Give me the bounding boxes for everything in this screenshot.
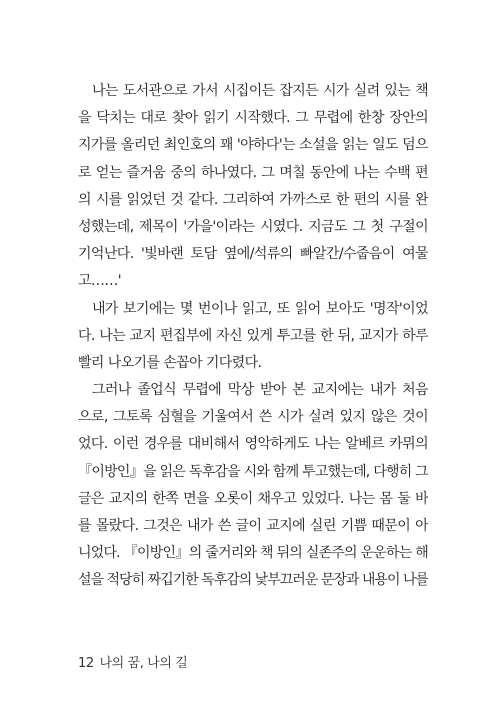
text-line: 다. 나는 교지 편집부에 자신 있게 투고를 한 뒤, 교지가 하루 bbox=[78, 327, 428, 344]
text-line: 그러나 졸업식 무렵에 막상 받아 본 교지에는 내가 처음 bbox=[92, 382, 428, 399]
text-line: 의 시를 읽었던 것 같다. 그리하여 가까스로 한 편의 시를 완 bbox=[78, 191, 428, 208]
text-line: 지가를 올리던 최인호의 꽤 '야하다'는 소설을 읽는 일도 덤으 bbox=[78, 137, 428, 154]
text-line: 내가 보기에는 몇 번이나 읽고, 또 읽어 보아도 '명작'이었 bbox=[92, 300, 428, 317]
running-title: 나의 꿈, 나의 길 bbox=[99, 656, 188, 671]
page-footer bbox=[78, 652, 187, 671]
body-text bbox=[78, 78, 428, 595]
text-line: 나는 도서관으로 가서 시집이든 잡지든 시가 실려 있는 책 bbox=[92, 83, 428, 99]
text-line: 으로, 그토록 심혈을 기울여서 쓴 시가 실려 있지 않은 것이 bbox=[78, 409, 428, 426]
text-line: 성했는데, 제목이 '가을'이라는 시였다. 지금도 그 첫 구절이 bbox=[78, 218, 428, 235]
text-line: 설을 적당히 짜깁기한 독후감의 낯부끄러운 문장과 내용이 나를 bbox=[78, 572, 428, 589]
text-line: 기억난다. '빛바랜 토담 옆에/석류의 빠알간/수줍음이 여물 bbox=[78, 246, 428, 263]
text-line: 고……' bbox=[78, 273, 121, 290]
text-line: 빨리 나오기를 손꼽아 기다렸다. bbox=[78, 354, 262, 371]
text-line: 었다. 이런 경우를 대비해서 영악하게도 나는 알베르 카뮈의 bbox=[78, 436, 428, 453]
text-line: 로 얻는 즐거움 중의 하나였다. 그 며칠 동안에 나는 수백 편 bbox=[78, 164, 428, 181]
text-line: 를 몰랐다. 그것은 내가 쓴 글이 교지에 실린 기쁨 때문이 아 bbox=[78, 518, 428, 534]
text-line: 니었다. 『이방인』의 줄거리와 책 뒤의 실존주의 운운하는 해 bbox=[78, 545, 428, 562]
text-line: 을 닥치는 대로 찾아 읽기 시작했다. 그 무렵에 한창 장안의 bbox=[78, 110, 428, 127]
text-line: 『이방인』을 읽은 독후감을 시와 함께 투고했는데, 다행히 그 bbox=[78, 463, 428, 480]
text-line: 글은 교지의 한쪽 면을 오롯이 채우고 있었다. 나는 몸 둘 바 bbox=[78, 490, 428, 507]
page-number: 12 bbox=[78, 656, 94, 671]
